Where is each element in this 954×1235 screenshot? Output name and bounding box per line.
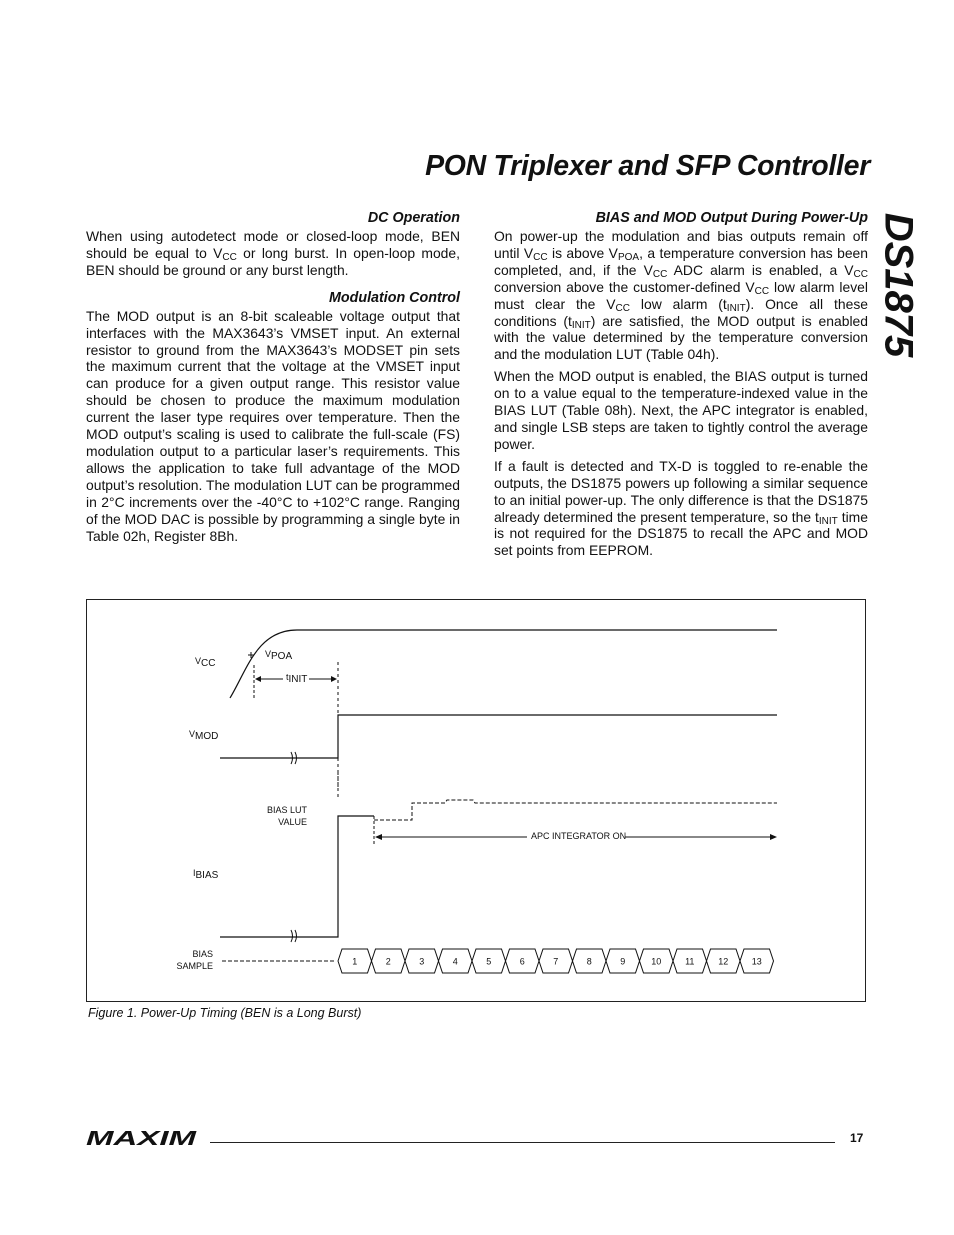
power-up-paragraph-3: If a fault is detected and TX-D is toggled to re-enable the outputs, the DS1875 powers up following a similar sequence to an initial power-up. The only difference is that the DS1875 already determined the present temperature, so the $t_{INIT}$ time is not required for the DS1875 to recall the APC and MOD set points from EEPROM. — [494, 457, 868, 559]
sample-label: 4 — [452, 956, 458, 967]
label-tinit: $t_{INIT}$ — [286, 672, 308, 685]
figure-caption: Figure 1. Power-Up Timing (BEN is a Long Burst) — [88, 1006, 362, 1020]
right-column — [494, 208, 868, 564]
maxim-logo-text: MAXIM — [86, 1128, 199, 1148]
sample-label: 13 — [751, 956, 762, 967]
label-apc-integrator: APC INTEGRATOR ON — [531, 831, 627, 841]
sample-label: 9 — [620, 956, 626, 967]
label-vpoa: $V_{POA}$ — [265, 649, 293, 662]
label-bias-lut: BIAS LUT VALUE — [266, 805, 307, 827]
section-heading-dc-operation: DC Operation — [367, 210, 460, 226]
label-vcc: $V_{CC}$ — [195, 656, 216, 669]
power-up-timing-figure — [86, 599, 866, 1002]
part-number-sidebar — [873, 200, 923, 370]
vcc-waveform — [230, 630, 777, 698]
sample-label: 3 — [419, 956, 425, 967]
dc-operation-paragraph: When using autodetect mode or closed-loop mode, BEN should be equal to $V_{CC}$ or long burst. In open-loop mode, BEN should be ground or any burst length. — [86, 228, 460, 278]
label-vmod: $V_{MOD}$ — [189, 729, 219, 742]
sample-label: 6 — [519, 956, 525, 967]
section-heading-modulation-control: Modulation Control — [328, 289, 460, 306]
power-up-paragraph-2: When the MOD output is enabled, the BIAS output is turned on to a value equal to the temperature-indexed value in the BIAS LUT (Table 08h). Next, the APC integrator is enabled, and single LSB steps are taken to tightly control the average power. — [494, 368, 868, 452]
sample-label: 10 — [651, 956, 662, 967]
maxim-logo — [86, 1128, 199, 1148]
sample-label: 11 — [685, 956, 695, 967]
left-column — [86, 208, 460, 549]
sample-label: 12 — [718, 956, 729, 967]
section-heading-power-up: BIAS and MOD Output During Power-Up — [595, 210, 868, 226]
page-number: 17 — [850, 1131, 864, 1145]
sample-label: 5 — [486, 956, 492, 967]
sample-label: 1 — [352, 956, 358, 967]
sample-label: 2 — [385, 956, 391, 967]
sample-label: 7 — [553, 956, 559, 967]
modulation-control-paragraph: The MOD output is an 8-bit scaleable voltage output that interfaces with the MAX3643’s VMSET input. An external resistor to ground from the MAX3643’s MODSET pin sets the maximum current that the voltage at the VMSET input can produce for a given output range. This resistor value should be chosen to produce the maximum modulation current the laser type requires over temperature. Then the MOD output’s scaling is used to calibrate the full-scale (FS) modulation output to a particular laser’s requirements. This allows the application to take full advantage of the MOD output’s resolution. The modulation LUT can be programmed in 2°C increments over the -40°C to +102°C range. Ranging of the MOD DAC is possible by programming a single byte in Table 02h, Register 8Bh. — [86, 307, 460, 544]
footer-rule — [210, 1142, 835, 1143]
ibias-waveform — [220, 816, 374, 937]
bias-lut-waveform — [374, 800, 777, 820]
label-ibias: $I_{BIAS}$ — [193, 868, 219, 881]
vmod-waveform — [220, 715, 777, 758]
part-number: DS1875 — [876, 212, 921, 358]
page-title: PON Triplexer and SFP Controller — [425, 150, 870, 182]
label-bias-sample: BIAS SAMPLE — [176, 949, 213, 971]
sample-label: 8 — [586, 956, 592, 967]
power-up-paragraph-1: On power-up the modulation and bias outputs remain off until $V_{CC}$ is above $V_{POA}$, a temperature conversion has been completed, and, if the $V_{CC}$ ADC alarm is enabled, a $V_{CC}$ conversion above the customer-defined $V_{CC}$ low alarm level must clear the $V_{CC}$ low alarm $(t_{INIT})$. Once all these conditions $(t_{INIT})$ are satisfied, the MOD output is enabled with the value determined by the temperature conversion and the modulation LUT (Table 04h). — [494, 228, 869, 363]
